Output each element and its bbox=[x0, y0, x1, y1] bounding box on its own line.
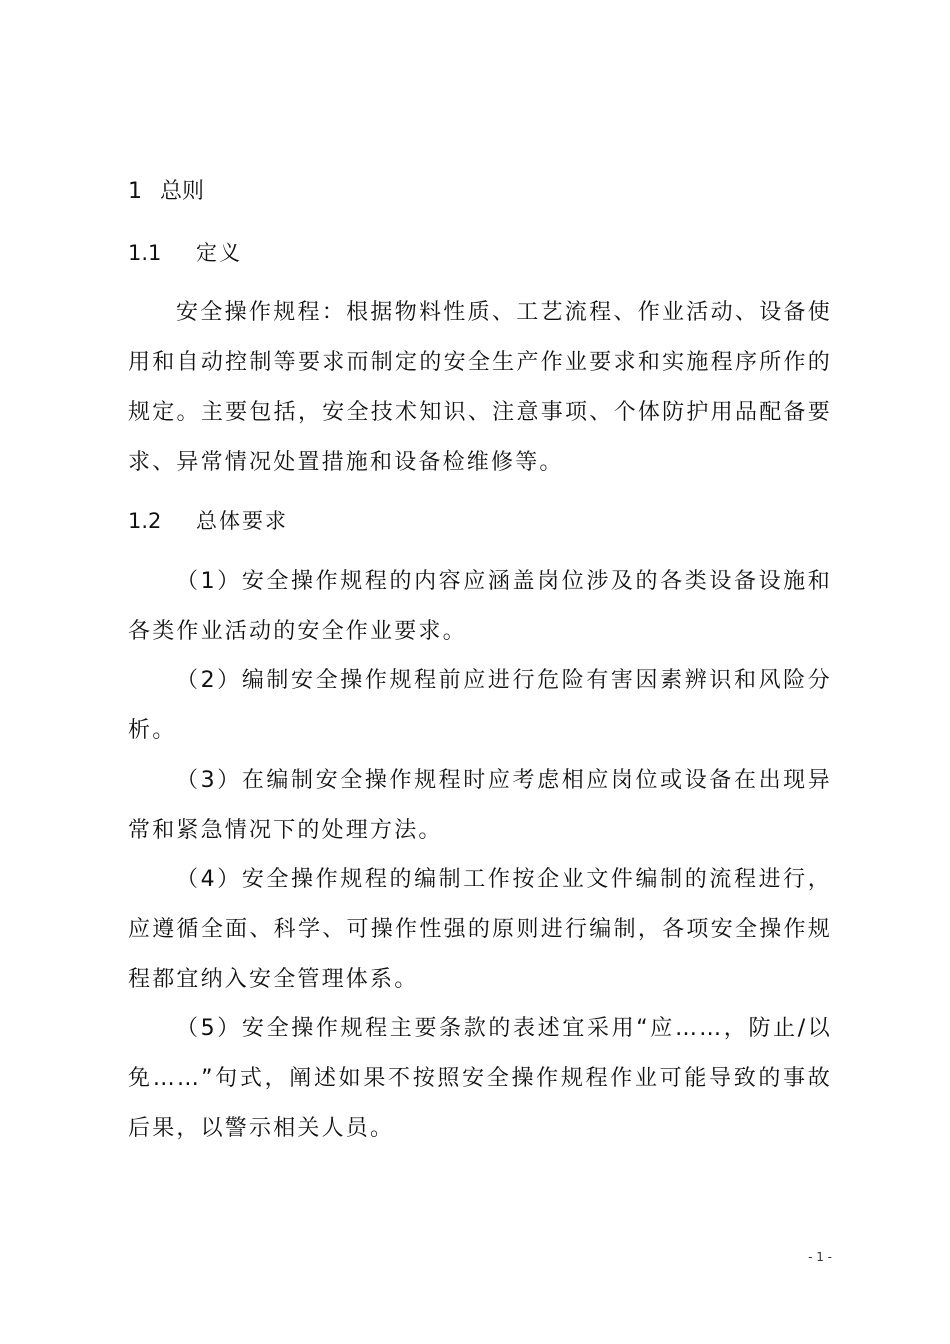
section-1-2-title: 总体要求 bbox=[196, 509, 288, 533]
section-1-1-title: 定义 bbox=[196, 241, 242, 265]
requirement-item-5: （5）安全操作规程主要条款的表述宜采用“应……，防止/以免……”句式，阐述如果不按照安全操作规程作业可能导致的事故后果，以警示相关人员。 bbox=[128, 1016, 832, 1141]
page-number: - 1 - bbox=[808, 1250, 832, 1264]
requirement-item-1: （1）安全操作规程的内容应涵盖岗位涉及的各类设备设施和各类作业活动的安全作业要求。 bbox=[128, 569, 832, 644]
section-1-2-heading bbox=[128, 504, 288, 538]
requirement-item-2: （2）编制安全操作规程前应进行危险有害因素辨识和风险分析。 bbox=[128, 668, 832, 743]
section-1-number: 1 bbox=[128, 179, 142, 204]
section-1-1-heading bbox=[128, 236, 242, 270]
section-1-2-number: 1.2 bbox=[128, 509, 162, 533]
section-1-title: 总则 bbox=[160, 179, 205, 204]
section-1-heading bbox=[128, 175, 204, 209]
requirement-item-3: （3）在编制安全操作规程时应考虑相应岗位或设备在出现异常和紧急情况下的处理方法。 bbox=[128, 768, 832, 843]
section-1-1-number: 1.1 bbox=[128, 241, 162, 265]
definition-paragraph: 安全操作规程：根据物料性质、工艺流程、作业活动、设备使用和自动控制等要求而制定的安全生产作业要求和实施程序所作的规定。主要包括，安全技术知识、注意事项、个体防护用品配备要求、异常情况处置措施和设备检维修等。 bbox=[128, 300, 832, 475]
requirement-item-4: （4）安全操作规程的编制工作按企业文件编制的流程进行，应遵循全面、科学、可操作性强的原则进行编制，各项安全操作规程都宜纳入安全管理体系。 bbox=[128, 867, 832, 992]
